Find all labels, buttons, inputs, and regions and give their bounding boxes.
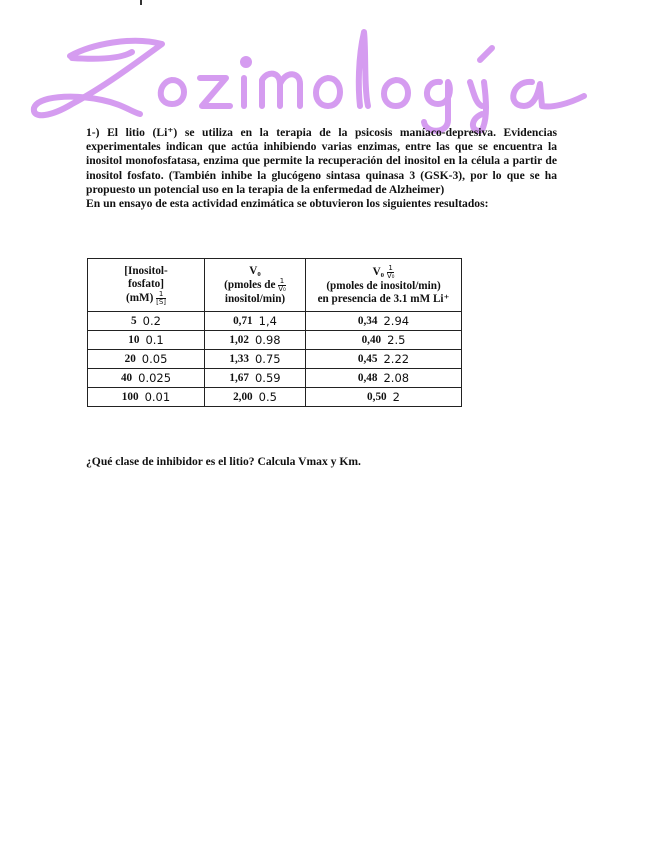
handwritten-value: 0.05 (141, 352, 168, 366)
handwritten-title-drawing (12, 8, 592, 138)
handwritten-value: 0.025 (138, 371, 172, 385)
handwritten-value: 0.98 (254, 333, 281, 347)
handwritten-value: 0.75 (254, 352, 281, 366)
header-substrate: [Inositol- fosfato] (mM) $\frac{1}{[S]}$ (88, 259, 205, 312)
handwritten-value: 2.94 (383, 314, 410, 328)
header-velocity: V₀ (pmoles de $\frac{1}{\text{V₀}}$ inositol/min) (205, 259, 306, 312)
table-row: 5 0.2 0,71 1,4 0,34 2.94 (88, 312, 462, 331)
handwritten-value: 2.22 (383, 352, 410, 366)
table-row: 20 0.05 1,33 0.75 0,45 2.22 (88, 350, 462, 369)
table-row: 100 0.01 2,00 0.5 0,50 2 (88, 388, 462, 407)
handwritten-value: 1,4 (258, 314, 277, 328)
question-text: ¿Qué clase de inhibidor es el litio? Calcula Vmax y Km. (86, 455, 361, 468)
handwritten-inverse-s-note: $\frac{1}{[S]}$ (156, 289, 167, 306)
handwritten-inverse-v-note: $\frac{1}{\text{V₀}}$ (278, 276, 286, 293)
top-tick-mark (140, 0, 142, 5)
problem-paragraph-1: 1-) El litio (Li⁺) se utiliza en la terapia de la psicosis maníaco-depresiva. Evidencias experimentales indican que actúa inhibiendo varias enzimas, entre las que se encuentra la inositol monofosfatasa, enzima que permite la recuperación del inositol en la célula a partir de inositol fosfato. (También inhibe la glucógeno sintasa quinasa 3 (GSK-3), por lo que se ha propuesto un potencial uso en la terapia de la enfermedad de Alzheimer) (86, 126, 557, 196)
handwritten-value: 0.5 (258, 390, 277, 404)
header-velocity-lithium: V₀ $\frac{1}{\text{V₀}}$ (pmoles de inositol/min) en presencia de 3.1 mM Li⁺ (306, 259, 462, 312)
results-table (87, 258, 462, 407)
table-row: 10 0.1 1,02 0.98 0,40 2.5 (88, 331, 462, 350)
table-row: 40 0.025 1,67 0.59 0,48 2.08 (88, 369, 462, 388)
results-table-wrapper (87, 258, 461, 406)
handwritten-inverse-vi-note: $\frac{1}{\text{V₀}}$ (386, 263, 395, 280)
handwritten-value: 0.59 (254, 371, 281, 385)
handwritten-value: 0.1 (145, 333, 164, 347)
handwritten-title (12, 8, 592, 138)
handwritten-value: 2.08 (383, 371, 410, 385)
table-header-row (88, 259, 462, 312)
handwritten-value: 2 (392, 390, 400, 404)
problem-statement (86, 126, 557, 211)
problem-paragraph-2: En un ensayo de esta actividad enzimática se obtuvieron los siguientes resultados: (86, 197, 489, 211)
handwritten-value: 0.01 (144, 390, 171, 404)
handwritten-value: 2.5 (387, 333, 406, 347)
handwritten-value: 0.2 (142, 314, 161, 328)
